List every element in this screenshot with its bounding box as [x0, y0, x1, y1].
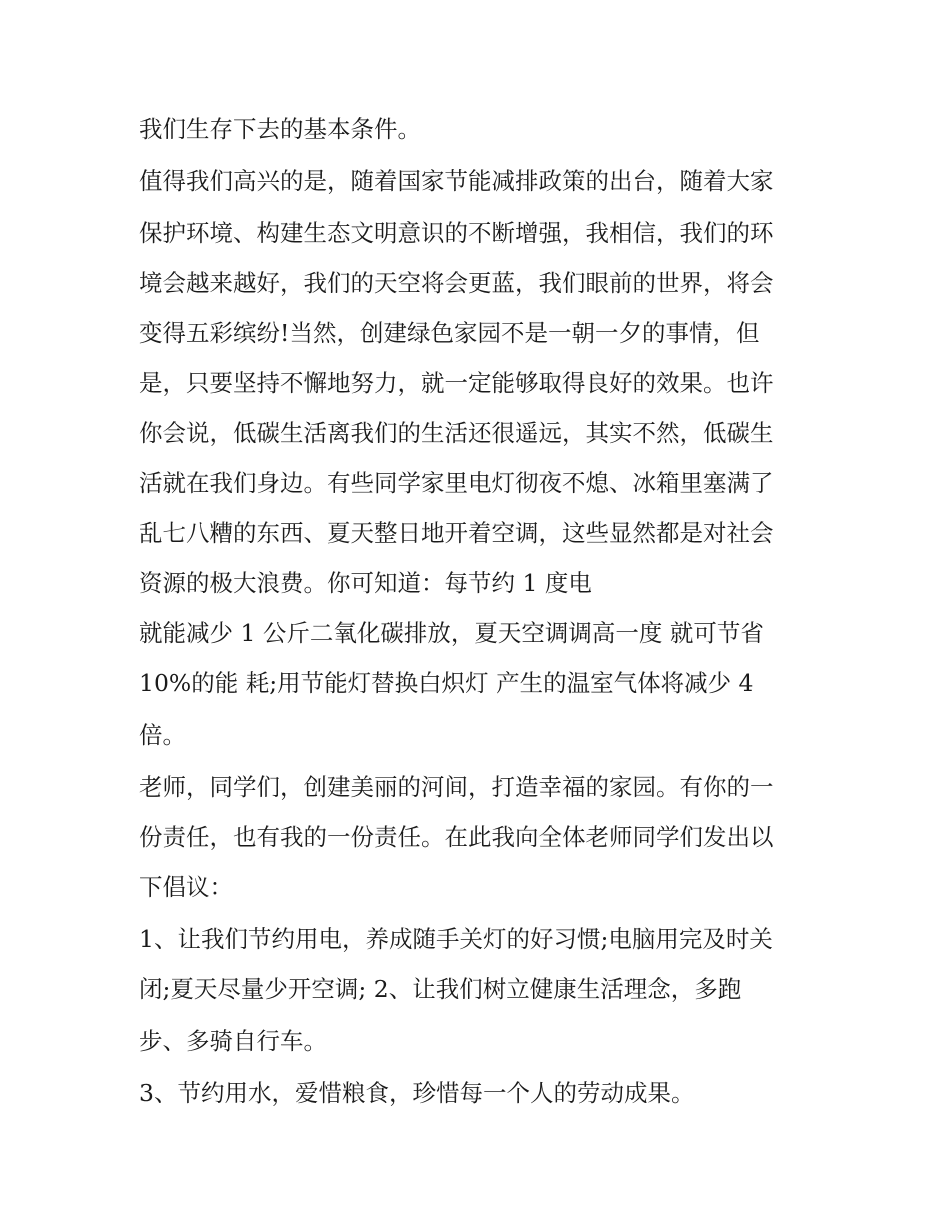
text-line-9: 乱七八糟的东西、夏天整日地开着空调，这些显然都是对社会	[139, 519, 774, 547]
text-line-16: 下倡议：	[139, 873, 233, 901]
text-line-5: 变得五彩缤纷!当然，创建绿色家园不是一朝一夕的事情，但	[139, 319, 760, 347]
text-line-17: 1、让我们节约用电，养成随手关灯的好习惯;电脑用完及时关	[139, 925, 773, 953]
text-line-3: 保护环境、构建生态文明意识的不断增强，我相信，我们的环	[139, 219, 774, 247]
text-line-15: 份责任，也有我的一份责任。在此我向全体老师同学们发出以	[139, 823, 774, 851]
text-line-10: 资源的极大浪费。你可知道：每节约 1 度电	[139, 569, 592, 597]
text-line-11: 就能减少 1 公斤二氧化碳排放，夏天空调调高一度 就可节省	[139, 619, 764, 647]
text-line-18: 闭;夏天尽量少开空调; 2、让我们树立健康生活理念，多跑	[139, 975, 742, 1003]
text-line-4: 境会越来越好，我们的天空将会更蓝，我们眼前的世界，将会	[139, 269, 774, 297]
text-line-7: 你会说，低碳生活离我们的生活还很遥远，其实不然，低碳生	[139, 419, 774, 447]
text-line-19: 步、多骑自行车。	[139, 1027, 327, 1055]
text-line-20: 3、节约用水，爱惜粮食，珍惜每一个人的劳动成果。	[139, 1079, 695, 1107]
text-line-8: 活就在我们身边。有些同学家里电灯彻夜不熄、冰箱里塞满了	[139, 469, 774, 497]
text-line-2: 值得我们高兴的是，随着国家节能减排政策的出台，随着大家	[139, 167, 774, 195]
text-line-12: 10%的能 耗;用节能灯替换白炽灯 产生的温室气体将减少 4	[139, 669, 754, 697]
text-line-13: 倍。	[139, 721, 186, 749]
text-line-6: 是，只要坚持不懈地努力，就一定能够取得良好的效果。也许	[139, 369, 774, 397]
text-line-1: 我们生存下去的基本条件。	[139, 115, 421, 143]
text-line-14: 老师，同学们，创建美丽的河间，打造幸福的家园。有你的一	[139, 773, 774, 801]
